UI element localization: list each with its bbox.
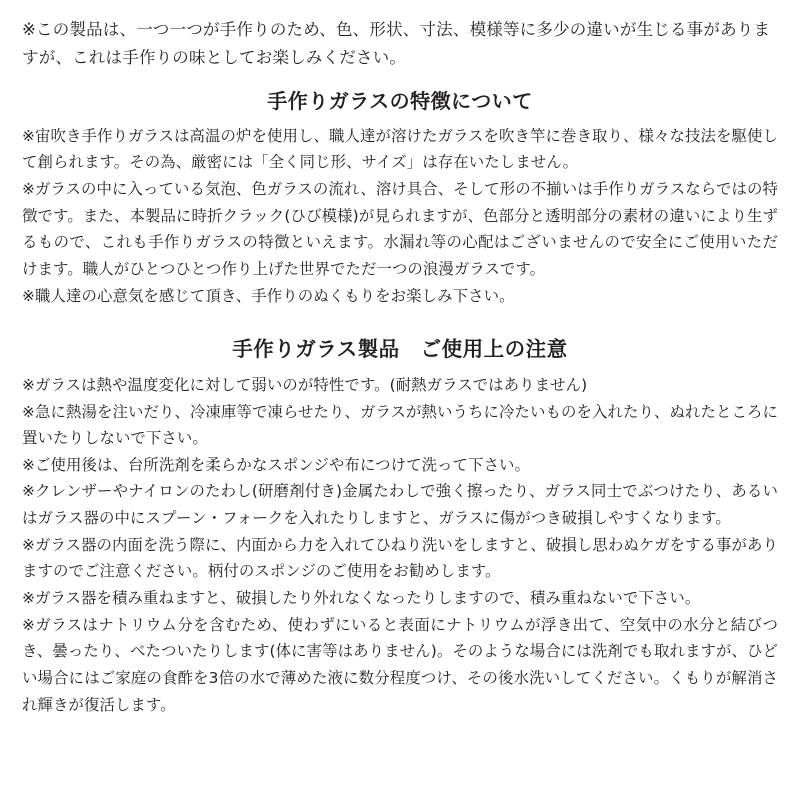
paragraph: ※宙吹き手作りガラスは高温の炉を使用し、職人達が溶けたガラスを吹き竿に巻き取り、様々な技法を駆使して創られます。その為、厳密には「全く同じ形、サイズ」は存在いたしません。: [22, 126, 778, 172]
section-cautions: [22, 335, 778, 718]
intro-paragraph: ※この製品は、一つ一つが手作りのため、色、形状、寸法、模様等に多少の違いが生じる事がありますが、これは手作りの味としてお楽しみください。: [22, 20, 771, 68]
paragraph: ※ご使用後は、台所洗剤を柔らかなスポンジや布につけて洗って下さい。: [22, 455, 531, 474]
section-features-title: 手作りガラスの特徴について: [267, 88, 533, 113]
paragraph: ※ガラスの中に入っている気泡、色ガラスの流れ、溶け具合、そして形の不揃いは手作りガラスならではの特徴です。また、本製品に時折クラック(ひび模様)が見られますが、色部分と透明部分の素材の違いにより生ずるもので、これも手作りガラスの特徴といえます。水漏れ等の心配はございませんので安全にご使用いただけます。職人がひとつひとつ作り上げた世界でただ一つの浪漫ガラスです。: [22, 180, 778, 278]
paragraph: ※ガラス器の内面を洗う際に、内面から力を入れてひねり洗いをしますと、破損し思わぬケガをする事がありますのでご注意ください。柄付のスポンジのご使用をお勧めします。: [22, 535, 778, 581]
paragraph: ※ガラスは熱や温度変化に対して弱いのが特性です。(耐熱ガラスではありません): [22, 375, 588, 394]
section-cautions-title: 手作りガラス製品 ご使用上の注意: [232, 337, 568, 362]
paragraph: ※ガラスはナトリウム分を含むため、使わずにいると表面にナトリウムが浮き出て、空気中の水分と結びつき、曇ったり、べたついたりします(体に害等はありません)。そのような場合には洗剤でも取れますが、ひどい場合にはご家庭の食酢を3倍の水で薄めた液に数分程度つけ、その後水洗いしてください。くもりが解消され輝きが復活します。: [22, 615, 778, 714]
section-features: [22, 87, 778, 309]
section-cautions-body: [22, 372, 778, 718]
paragraph: ※職人達の心意気を感じて頂き、手作りのぬくもりをお楽しみ下さい。: [22, 286, 515, 305]
paragraph: ※ガラス器を積み重ねますと、破損したり外れなくなったりしますので、積み重ねないで下さい。: [22, 589, 701, 608]
section-features-body: [22, 123, 778, 309]
paragraph: ※クレンザーやナイロンのたわし(研磨剤付き)金属たわしで強く擦ったり、ガラス同士でぶつけたり、あるいはガラス器の中にスプーン・フォークを入れたりしますと、ガラスに傷がつき破損しやすくなります。: [22, 482, 778, 528]
paragraph: ※急に熱湯を注いだり、冷凍庫等で凍らせたり、ガラスが熱いうちに冷たいものを入れたり、ぬれたところに置いたりしないで下さい。: [22, 402, 778, 448]
